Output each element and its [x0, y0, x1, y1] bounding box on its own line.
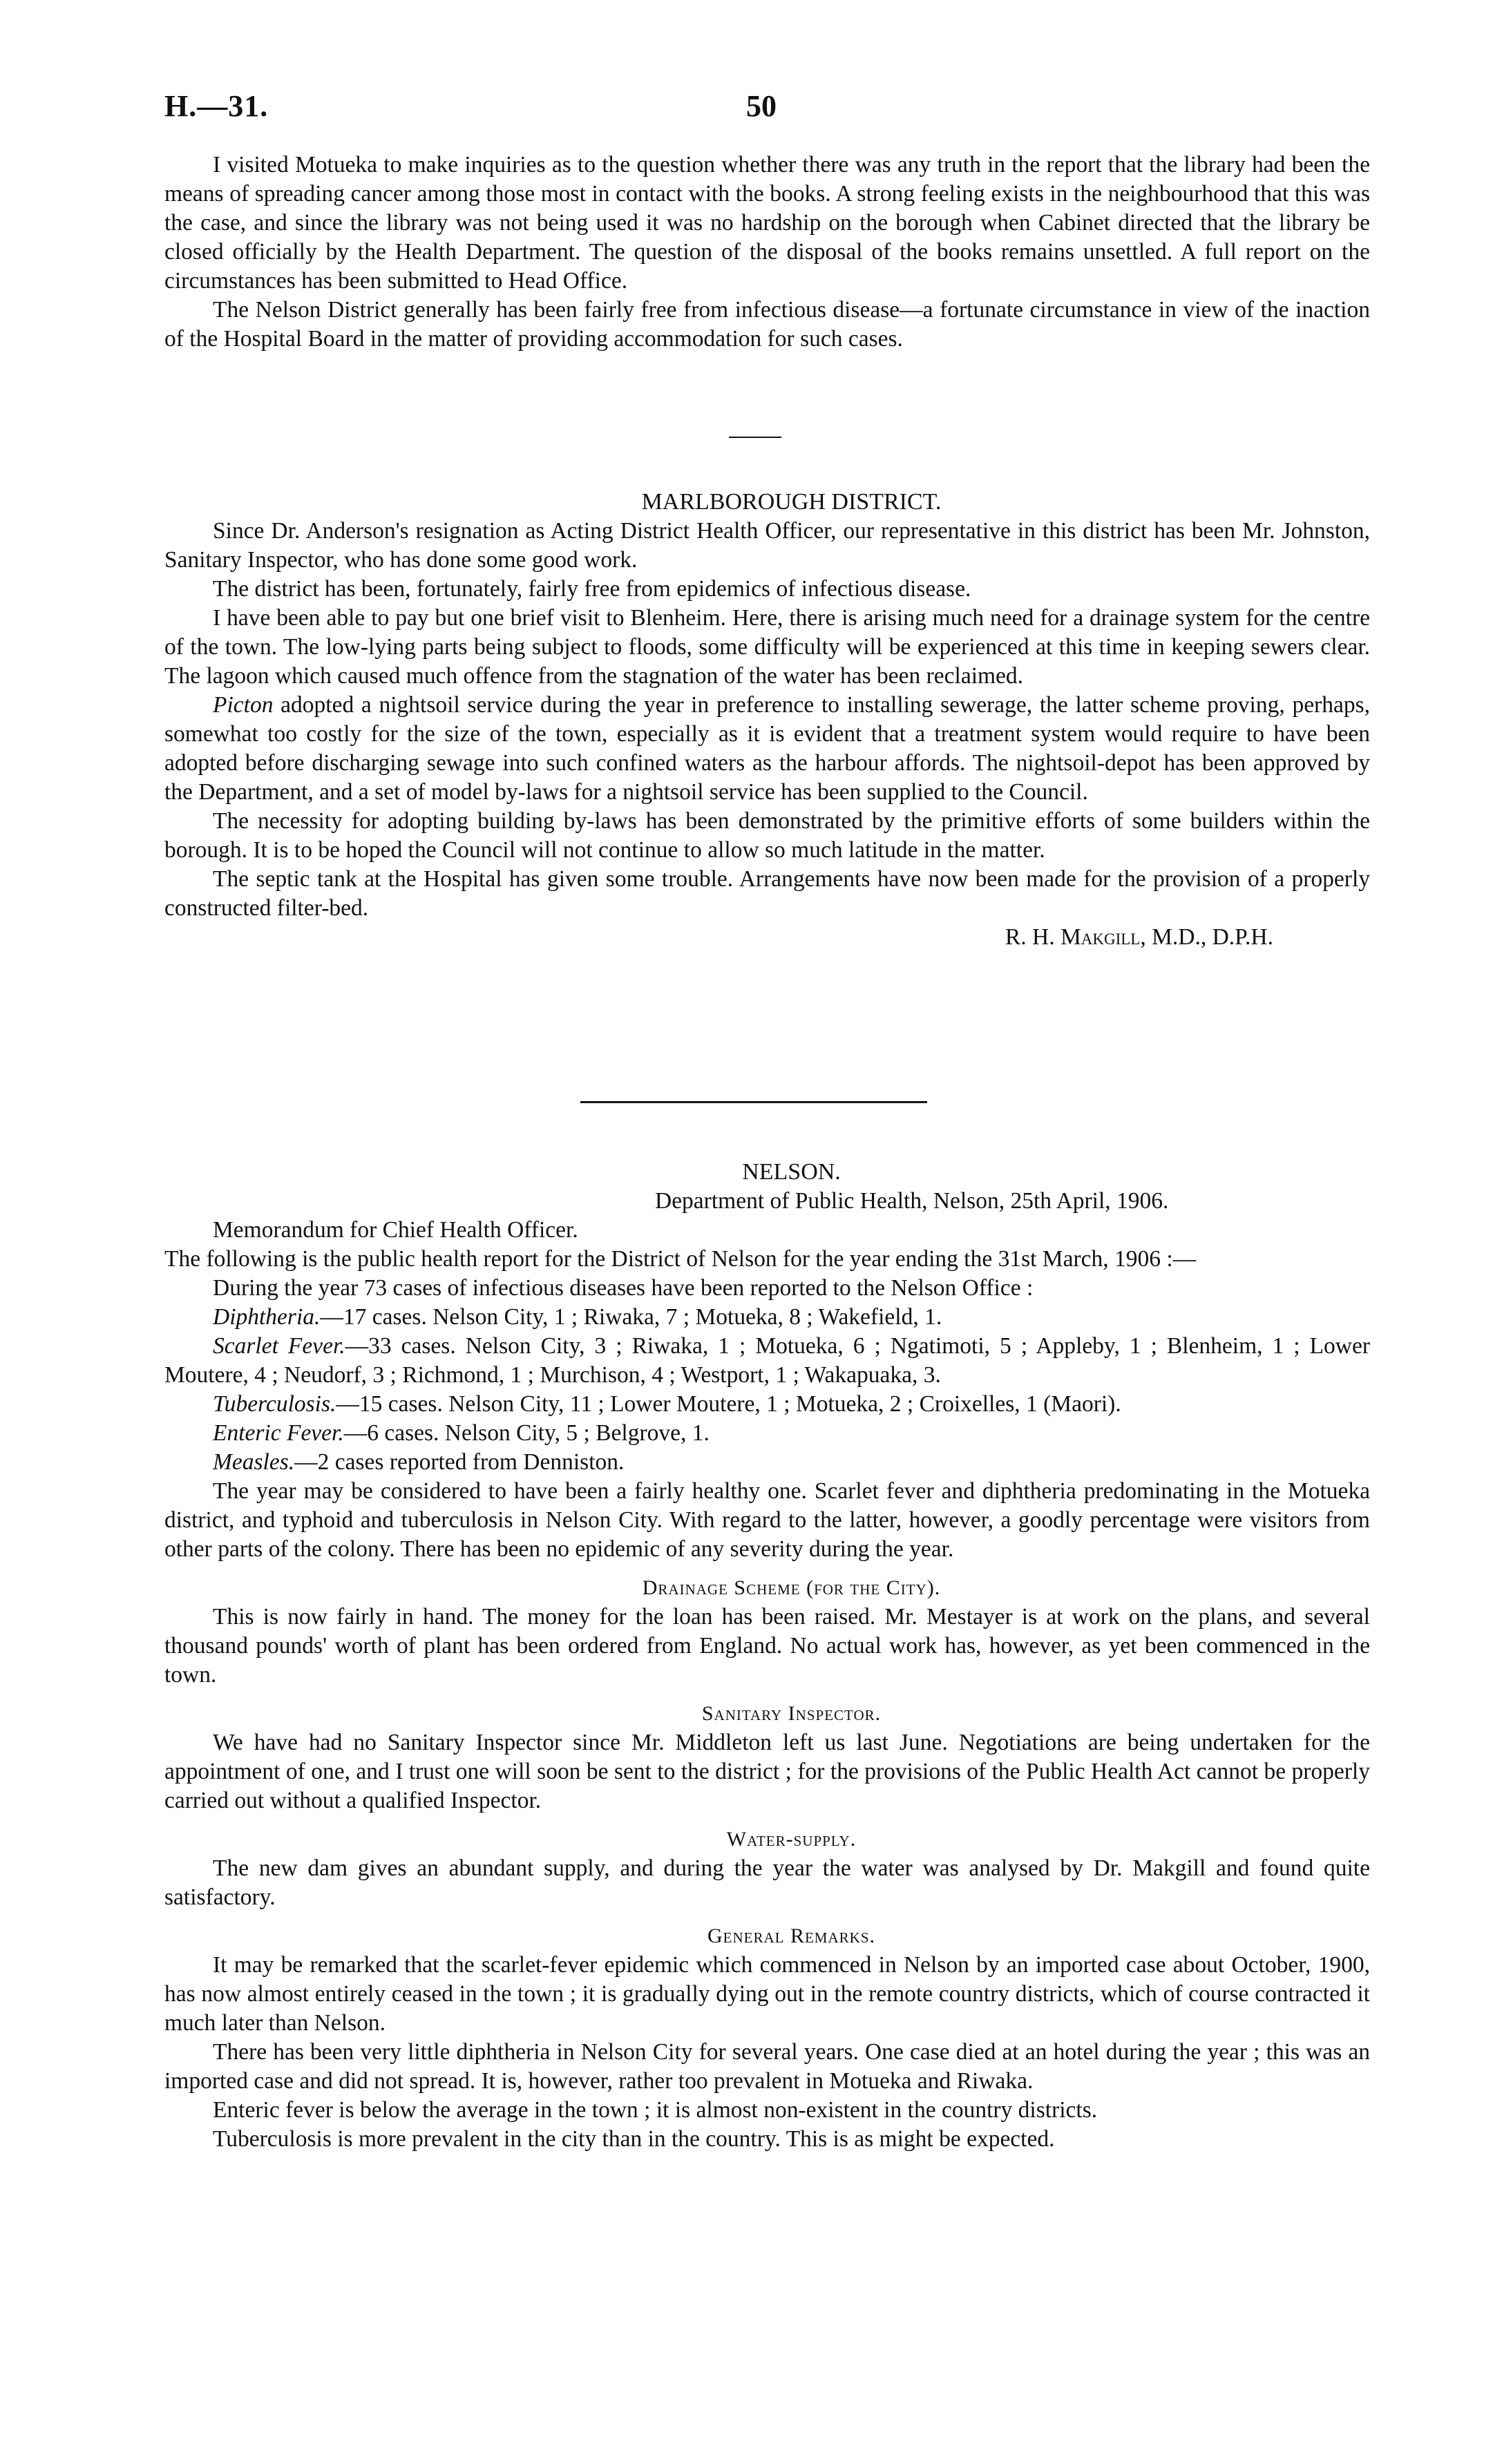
nelson-year-summary: The year may be considered to have been a fairly healthy one. Scarlet fever and diphtheria predominating in the Motueka district, and typhoid and tuberculosis in Nelson City. With regard to the latter, however, a goodly percentage were visitors from other parts of the colony. There has been no epidemic of any severity during the year.: [164, 1478, 1370, 1562]
marlborough-heading: MARLBOROUGH DISTRICT.: [641, 489, 942, 515]
disease-entry: Scarlet Fever.—33 cases. Nelson City, 3 ; Riwaka, 1 ; Motueka, 6 ; Ngatimoti, 5 ; Appleby, 1 ; Blenheim, 1 ; Lower Moutere, 4 ; Neudorf, 3 ; Richmond, 1 ; Murchison, 4 ; Westport, 1 ; Wakapuaka, 3.: [164, 1333, 1370, 1388]
marlborough-paragraph-1: Since Dr. Anderson's resignation as Acting District Health Officer, our representative in this district has been Mr. Johnston, Sanitary Inspector, who has done some good work.: [164, 518, 1370, 573]
general-paragraph-1: It may be remarked that the scarlet-fever epidemic which commenced in Nelson by an imported case about October, 1900, has now almost entirely ceased in the town ; it is gradually dying out in the remote country districts, which of course contracted it much later than Nelson.: [164, 1952, 1370, 2036]
marlborough-paragraph-4: Picton adopted a nightsoil service during the year in preference to installing sewerage, the latter scheme proving, perhaps, somewhat too costly for the size of the town, especially as it is evident that a treatment system would require to have been adopted before discharging sewage into such confined waters as the harbour affords. The nightsoil-depot has been approved by the Department, and a set of model by-laws for a nightsoil service has been supplied to the Council.: [164, 692, 1370, 805]
page-number: 50: [746, 89, 777, 123]
water-text: The new dam gives an abundant supply, and during the year the water was analysed by Dr. Makgill and found quite satisfactory.: [164, 1855, 1370, 1910]
drainage-text: This is now fairly in hand. The money for the loan has been raised. Mr. Mestayer is at work on the plans, and several thousand pounds' worth of plant has been ordered from England. No actual work has, however, as yet been commenced in the town.: [164, 1604, 1370, 1688]
intro-paragraph-2: The Nelson District generally has been fairly free from infectious disease—a fortunate circumstance in view of the inaction of the Hospital Board in the matter of providing accommodation for such cases.: [164, 297, 1370, 352]
general-paragraph-2: There has been very little diphtheria in Nelson City for several years. One case died at an hotel during the year ; this was an imported case and did not spread. It is, however, rather too prevalent in Motueka and Riwaka.: [164, 2039, 1370, 2094]
document-reference: H.—31.: [164, 89, 269, 123]
nelson-section: [164, 1158, 1370, 2154]
nelson-intro: The following is the public health report for the District of Nelson for the year ending the 31st March, 1906 :—: [164, 1246, 1197, 1272]
disease-entry: Tuberculosis.—15 cases. Nelson City, 11 ; Lower Moutere, 1 ; Motueka, 2 ; Croixelles, 1 (Maori).: [213, 1391, 1121, 1417]
sanitary-heading: Sanitary Inspector.: [701, 1702, 882, 1725]
nelson-heading: NELSON.: [742, 1159, 841, 1185]
nelson-memo: Memorandum for Chief Health Officer.: [213, 1217, 578, 1243]
section-divider-long: [580, 1101, 927, 1103]
marlborough-paragraph-6: The septic tank at the Hospital has given some trouble. Arrangements have now been made for the provision of a properly constructed filter-bed.: [164, 866, 1370, 921]
general-paragraph-3: Enteric fever is below the average in the town ; it is almost non-existent in the country districts.: [213, 2097, 1098, 2123]
marlborough-paragraph-5: The necessity for adopting building by-laws has been demonstrated by the primitive efforts of some builders within the borough. It is to be hoped the Council will not continue to allow so much latitude in the matter.: [164, 808, 1370, 863]
nelson-dateline: Department of Public Health, Nelson, 25th April, 1906.: [655, 1188, 1169, 1214]
general-heading: General Remarks.: [707, 1925, 875, 1947]
picton-lead: Picton: [213, 692, 274, 718]
disease-entry: Diphtheria.—17 cases. Nelson City, 1 ; Riwaka, 7 ; Motueka, 8 ; Wakefield, 1.: [213, 1304, 942, 1330]
intro-section: [164, 151, 1370, 354]
water-heading: Water-supply.: [726, 1828, 857, 1851]
marlborough-section: [164, 488, 1370, 952]
marlborough-paragraph-2: The district has been, fortunately, fairly free from epidemics of infectious disease.: [213, 576, 971, 602]
signature: R. H. Makgill, M.D., D.P.H.: [1005, 924, 1273, 950]
section-divider: [729, 437, 781, 438]
general-paragraph-4: Tuberculosis is more prevalent in the city than in the country. This is as might be expected.: [213, 2126, 1055, 2152]
disease-entry: Enteric Fever.—6 cases. Nelson City, 5 ; Belgrove, 1.: [213, 1420, 710, 1446]
marlborough-paragraph-3: I have been able to pay but one brief visit to Blenheim. Here, there is arising much need for a drainage system for the centre of the town. The low-lying parts being subject to floods, some difficulty will be experienced at this time in keeping sewers clear. The lagoon which caused much offence from the stagnation of the water has been reclaimed.: [164, 605, 1370, 689]
drainage-heading: Drainage Scheme (for the City).: [642, 1576, 941, 1599]
disease-entry: Measles.—2 cases reported from Denniston.: [213, 1449, 625, 1475]
sanitary-text: We have had no Sanitary Inspector since Mr. Middleton left us last June. Negotiations are being undertaken for the appointment of one, and I trust one will soon be sent to the district ; for the provisions of the Public Health Act cannot be properly carried out without a qualified Inspector.: [164, 1730, 1370, 1813]
nelson-cases-intro: During the year 73 cases of infectious diseases have been reported to the Nelson Office :: [213, 1275, 1034, 1301]
intro-paragraph-1: I visited Motueka to make inquiries as to the question whether there was any truth in the report that the library had been the means of spreading cancer among those most in contact with the books. A strong feeling exists in the neighbourhood that this was the case, and since the library was not being used it was no hardship on the borough when Cabinet directed that the library be closed officially by the Health Department. The question of the disposal of the books remains unsettled. A full report on the circumstances has been submitted to Head Office.: [164, 152, 1370, 294]
